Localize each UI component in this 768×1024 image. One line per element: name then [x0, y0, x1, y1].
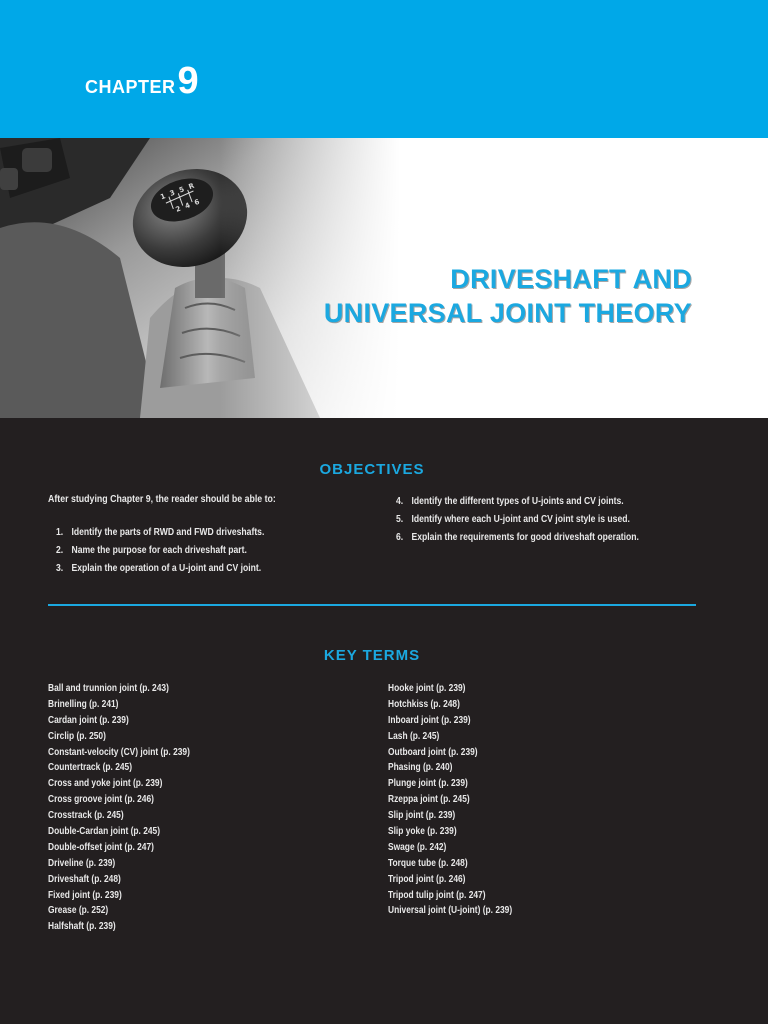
objective-item — [56, 542, 264, 560]
objective-number: 3. — [56, 563, 64, 574]
objective-item — [396, 493, 639, 511]
key-term: Slip joint (p. 239) — [388, 810, 456, 822]
key-term: Cross and yoke joint (p. 239) — [48, 778, 163, 790]
key-term: Rzeppa joint (p. 245) — [388, 794, 470, 806]
key-term: Lash (p. 245) — [388, 730, 440, 742]
chapter-word: CHAPTER — [85, 77, 176, 97]
key-term: Slip yoke (p. 239) — [388, 826, 457, 838]
objectives-list-left — [56, 524, 264, 578]
chapter-header-band — [0, 0, 768, 138]
key-term: Halfshaft (p. 239) — [48, 921, 116, 933]
key-term: Hooke joint (p. 239) — [388, 683, 466, 694]
key-term: Brinelling (p. 241) — [48, 698, 119, 710]
key-term: Driveshaft (p. 248) — [48, 873, 121, 885]
objective-number: 2. — [56, 545, 64, 556]
key-terms-heading: KEY TERMS — [323, 647, 421, 664]
key-term: Driveline (p. 239) — [48, 857, 116, 869]
chapter-title — [324, 262, 692, 330]
key-term: Cross groove joint (p. 246) — [48, 794, 154, 806]
objective-text: Identify the different types of U-joints and CV joints. — [411, 496, 624, 507]
key-terms-list-left — [48, 681, 190, 935]
key-term: Grease (p. 252) — [48, 905, 109, 917]
key-term: Tripod joint (p. 246) — [388, 873, 466, 885]
key-term: Countertrack (p. 245) — [48, 762, 133, 774]
key-terms-list-right — [388, 681, 512, 919]
objective-number: 1. — [56, 527, 64, 538]
objective-text: Identify where each U-joint and CV joint style is used. — [411, 514, 630, 525]
key-term: Hotchkiss (p. 248) — [388, 698, 460, 710]
objective-text: Name the purpose for each driveshaft part. — [71, 545, 247, 556]
key-term: Ball and trunnion joint (p. 243) — [48, 683, 169, 694]
key-term: Torque tube (p. 248) — [388, 857, 468, 869]
key-term: Fixed joint (p. 239) — [48, 889, 122, 901]
key-term: Universal joint (U-joint) (p. 239) — [388, 905, 513, 917]
objective-text: Explain the requirements for good driveshaft operation. — [411, 532, 639, 543]
objective-text: Explain the operation of a U-joint and CV joint. — [71, 563, 262, 574]
key-term: Inboard joint (p. 239) — [388, 714, 471, 726]
objective-number: 6. — [396, 532, 404, 543]
objective-item — [56, 524, 264, 542]
chapter-title-line-1: DRIVESHAFT AND — [450, 264, 692, 294]
objective-number: 4. — [396, 496, 404, 507]
chapter-label — [85, 62, 199, 102]
section-divider — [48, 604, 696, 606]
key-term: Phasing (p. 240) — [388, 762, 453, 774]
objective-item — [56, 560, 264, 578]
objective-item — [396, 529, 639, 547]
objectives-intro: After studying Chapter 9, the reader should be able to: — [48, 494, 276, 505]
key-term: Tripod tulip joint (p. 247) — [388, 889, 486, 901]
key-term: Swage (p. 242) — [388, 841, 447, 853]
chapter-number: 9 — [177, 60, 199, 102]
key-term: Constant-velocity (CV) joint (p. 239) — [48, 746, 190, 758]
key-term: Circlip (p. 250) — [48, 730, 106, 742]
objective-text: Identify the parts of RWD and FWD driveshafts. — [71, 527, 265, 538]
key-term: Cardan joint (p. 239) — [48, 714, 129, 726]
key-term: Outboard joint (p. 239) — [388, 746, 478, 758]
key-term: Double-Cardan joint (p. 245) — [48, 826, 161, 838]
objective-item — [396, 511, 639, 529]
objectives-list-right — [396, 493, 639, 547]
objective-number: 5. — [396, 514, 404, 525]
key-term: Double-offset joint (p. 247) — [48, 841, 154, 853]
objectives-heading: OBJECTIVES — [319, 461, 425, 478]
key-term: Plunge joint (p. 239) — [388, 778, 468, 790]
key-term: Crosstrack (p. 245) — [48, 810, 124, 822]
chapter-title-line-2: UNIVERSAL JOINT THEORY — [323, 298, 692, 328]
